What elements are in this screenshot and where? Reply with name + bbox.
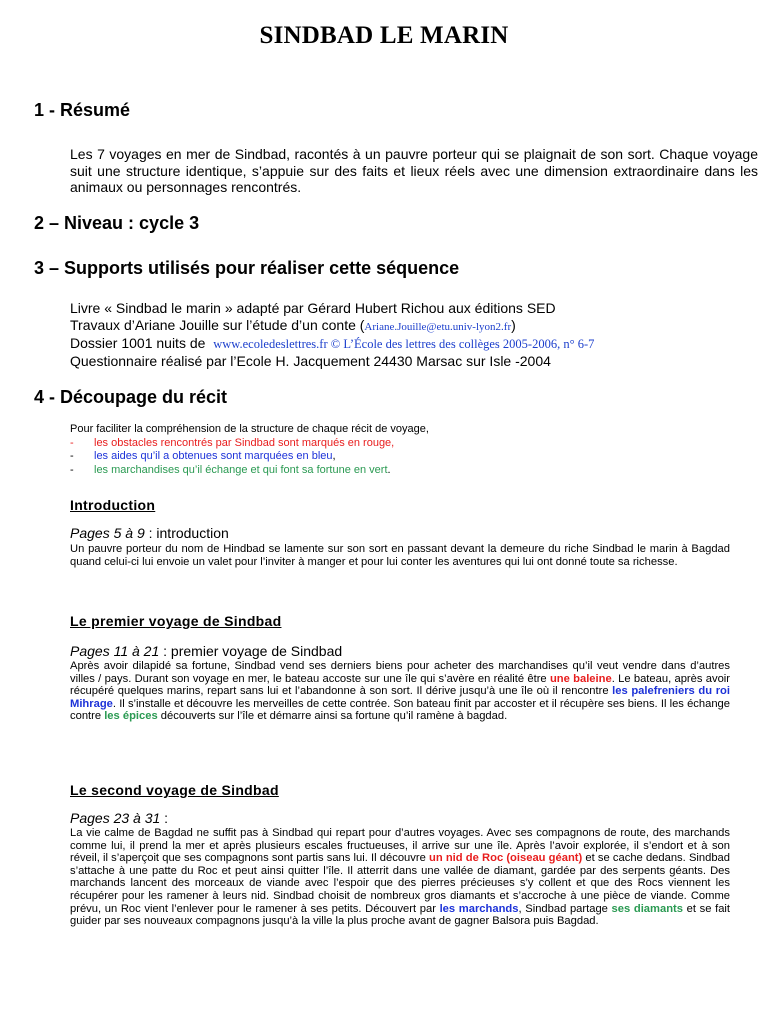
subsection-heading-voyage-2: Le second voyage de Sindbad — [70, 782, 279, 798]
legend-item-green — [70, 464, 429, 478]
legend-green-period: . — [387, 463, 391, 476]
aide-marchands: les marchands — [439, 902, 519, 915]
obstacle-baleine: une baleine — [549, 672, 612, 685]
voyage2-pages-range: Pages 23 à 31 — [70, 810, 161, 826]
voyage1-text — [70, 660, 730, 723]
support-dossier-text: Dossier 1001 nuits de — [70, 335, 206, 351]
section-heading-resume: 1 - Résumé — [34, 100, 131, 120]
legend-item-red — [70, 437, 429, 451]
voyage1-pages-range: Pages 11 à 21 — [70, 643, 160, 659]
intro-pages-range: Pages 5 à 9 — [70, 525, 145, 541]
legend-block — [70, 423, 429, 477]
section-heading-decoupage: 4 - Découpage du récit — [34, 387, 228, 407]
subsection-heading-introduction: Introduction — [70, 497, 156, 513]
support-dossier-site: www.ecoledeslettres.fr © L’École des lettres des collèges 2005-2006, n° 6-7 — [213, 337, 595, 351]
intro-pages-label: : introduction — [144, 525, 229, 541]
obstacle-nid-de-roc: un nid de Roc (oiseau géant) — [429, 852, 583, 865]
voyage2-text-part: et se cache dedans. Sindbad s’attache à une patte du Roc et peut ainsi quitter l’île. Il atterrit dans une vallée de diamant, gardée par des serpents géants. Des marchands lancent des morceaux de viande avec l’espoir que des pierres précieuses s’y collent et que des Rocs viennent les récupérer pour les ramener à leurs nid. Sindbad choisit de nombreux gros diamants et s’accroche à une pièce de viande. Comme prévu, un Roc vient l’enlever pour le ramener à ses petits. Découvert par — [70, 852, 730, 915]
legend-blue-text: les aides qu’il a obtenues sont marquées en bleu — [94, 450, 333, 462]
support-line-book: Livre « Sindbad le marin » adapté par Gérard Hubert Richou aux éditions SED — [70, 300, 556, 316]
support-line-ariane — [70, 317, 594, 336]
support-ariane-text: Travaux d’Ariane Jouille sur l’étude d’un conte ( — [70, 316, 365, 333]
legend-dash: - — [70, 436, 74, 449]
marchandise-diamants: ses diamants — [611, 902, 683, 915]
support-ariane-email: Ariane.Jouille@etu.univ-lyon2.fr — [364, 320, 512, 333]
resume-text: Les 7 voyages en mer de Sindbad, racontés à un pauvre porteur qui se plaignait de son sort. Chaque voyage suit une structure identique, s’appuie sur des faits et lieux réels avec une dimension extraordinaire dans les animaux ou personnages rencontrés. — [70, 146, 758, 195]
section-heading-niveau: 2 – Niveau : cycle 3 — [34, 213, 200, 233]
legend-item-blue — [70, 450, 429, 464]
marchandise-epices: les épices — [104, 710, 158, 723]
voyage2-pages-label: : — [160, 810, 169, 826]
subsection-heading-voyage-1: Le premier voyage de Sindbad — [70, 613, 282, 629]
voyage2-text-part: La vie calme de Bagdad ne suffit pas à Sindbad qui repart pour d’autres voyages. Avec ses compagnons de route, des marchands comme lui, il prend la mer et après plusieurs escales fructueuses, il arrive sur une île. Après l’avoir explorée, il s’endort et à son réveil, il s’aperçoit que ses compagnons sont partis sans lui. Il découvre — [70, 827, 730, 865]
voyage2-text — [70, 827, 730, 928]
support-ariane-close: ) — [511, 316, 516, 333]
section-heading-supports: 3 – Supports utilisés pour réaliser cette séquence — [34, 258, 460, 278]
voyage2-text-part: , Sindbad partage — [518, 902, 612, 915]
legend-green-text: les marchandises qu’il échange et qui font sa fortune en vert — [94, 463, 388, 476]
document-title: SINDBAD LE MARIN — [259, 22, 509, 49]
legend-blue-comma: , — [332, 450, 336, 462]
legend-red-text: les obstacles rencontrés par Sindbad sont marqués en rouge, — [94, 436, 395, 449]
intro-pages — [70, 525, 229, 541]
voyage2-pages — [70, 810, 168, 826]
legend-dash: - — [70, 463, 74, 476]
voyage1-text-part: . Le bateau, après avoir récupéré quelques marins, repart sans lui et l’abandonne à son sort. Il dérive jusqu’à une île où il rencontre — [70, 672, 731, 698]
voyage1-text-part: Après avoir dilapidé sa fortune, Sindbad vend ses derniers biens pour acheter des marchandises qu’il veut vendre dans d’autres villes / pays. Durant son voyage en mer, le bateau accoste sur une île qui s’avère en réalité être — [70, 660, 730, 685]
support-line-dossier — [70, 335, 594, 353]
voyage2-text-part: et se fait guider par ses nouveaux compagnons jusqu’à la ville la plus proche avant de gagner Balsora puis Bagdad. — [70, 902, 731, 928]
intro-text: Un pauvre porteur du nom de Hindbad se lamente sur son sort en passant devant la demeure du riche Sindbad le marin à Bagdad quand celui-ci lui envoie un valet pour l’inviter à manger et pour lui conter les aventures qui lui ont donné toute sa richesse. — [70, 543, 730, 568]
voyage1-pages-label: : premier voyage de Sindbad — [159, 643, 343, 659]
legend-dash: - — [70, 450, 74, 462]
voyage1-text-part: découverts sur l’île et démarre ainsi sa fortune qu’il ramène à bagdad. — [157, 710, 508, 723]
voyage1-pages — [70, 643, 342, 659]
aide-palefreniers: les palefreniers du roi Mihrage — [70, 685, 730, 710]
supports-list — [70, 300, 594, 369]
voyage1-text-part: . Il s’installe et découvre les merveilles de cette contrée. Son bateau finit par accoster et il récupère ses biens. Il les échange contre — [70, 697, 730, 723]
support-line-questionnaire: Questionnaire réalisé par l’Ecole H. Jacquement 24430 Marsac sur Isle -2004 — [70, 352, 551, 369]
legend-intro: Pour faciliter la compréhension de la structure de chaque récit de voyage, — [70, 423, 429, 435]
